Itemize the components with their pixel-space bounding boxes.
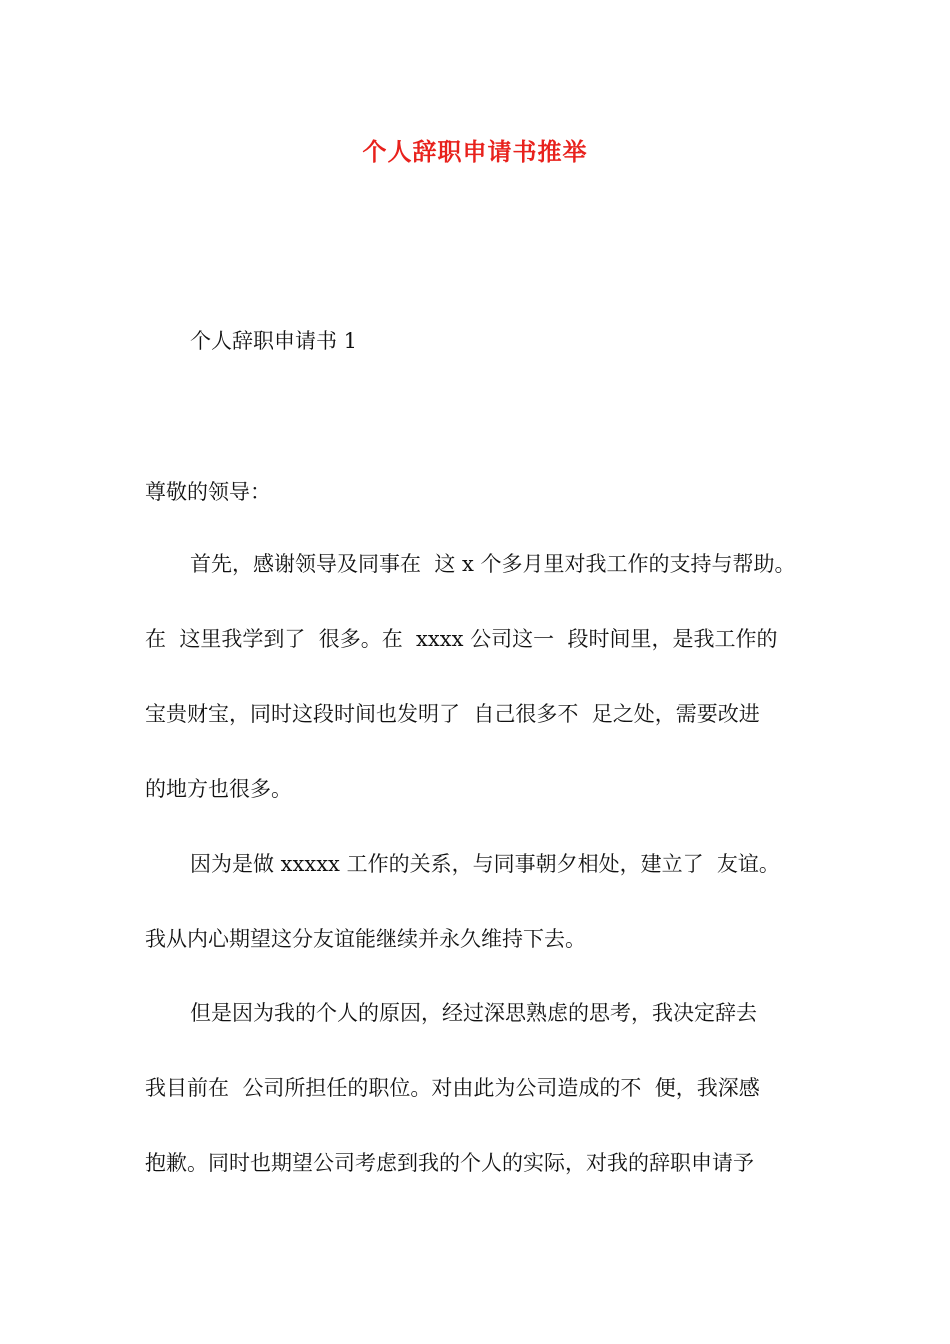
paragraph-line: 我从内心期望这分友谊能继续并永久维持下去。 [145,927,586,951]
paragraph-line: 的地方也很多。 [145,777,292,801]
paragraph-line: 首先，感谢领导及同事在 这 x 个多月里对我工作的支持与帮助。 [190,552,796,576]
document-title: 个人辞职申请书推举 [362,138,588,166]
section-heading: 个人辞职申请书 1 [190,329,358,353]
paragraph-line: 宝贵财宝，同时这段时间也发明了 自己很多不 足之处，需要改进 [145,702,760,726]
salutation: 尊敬的领导： [145,480,271,504]
paragraph-line: 抱歉。同时也期望公司考虑到我的个人的实际，对我的辞职申请予 [145,1151,754,1175]
paragraph-line: 在 这里我学到了 很多。在 xxxx 公司这一 段时间里，是我工作的 [145,627,778,651]
paragraph-line: 我目前在 公司所担任的职位。对由此为公司造成的不 便，我深感 [145,1076,760,1100]
paragraph-line: 但是因为我的个人的原因，经过深思熟虑的思考，我决定辞去 [190,1001,757,1025]
paragraph-line: 因为是做 xxxxx 工作的关系，与同事朝夕相处，建立了 友谊。 [190,852,780,876]
